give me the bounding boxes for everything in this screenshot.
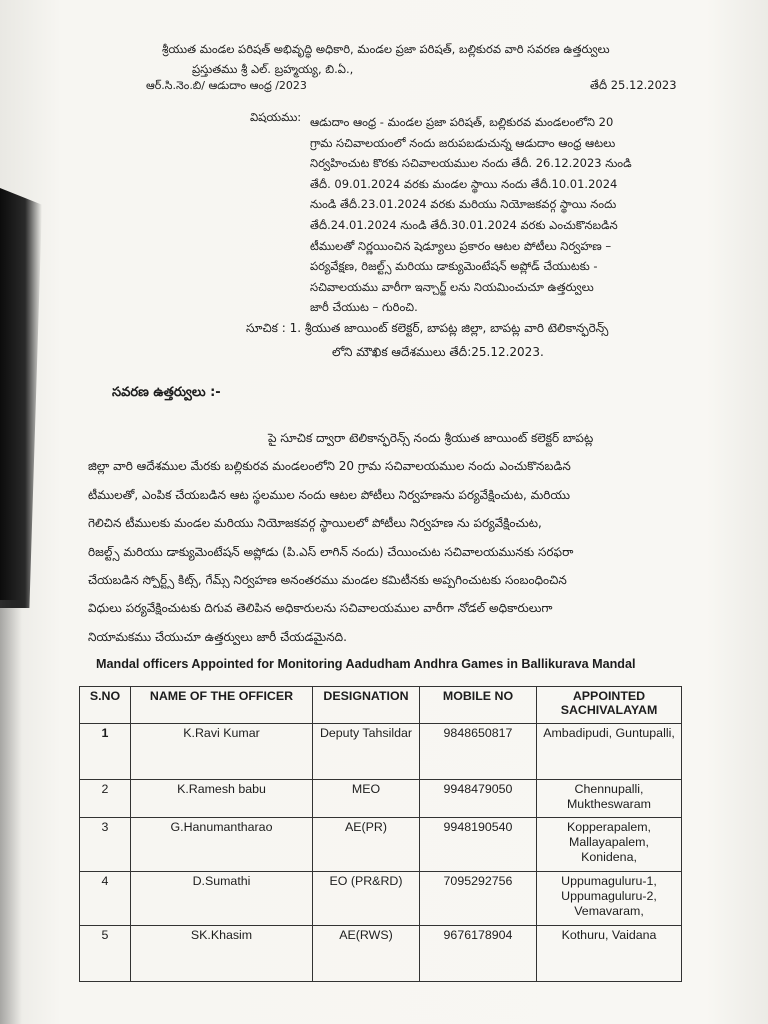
cell-sachivalayam: Uppumaguluru-1, Uppumaguluru-2, Vemavaram, [537,872,682,926]
cell-mobile: 7095292756 [420,872,537,926]
table-header-row [80,687,682,724]
table-row [80,926,682,982]
cell-sno: 4 [80,872,131,926]
header-sachivalayam: APPOINTED SACHIVALAYAM [537,687,682,724]
cell-sno: 2 [80,780,131,818]
body-line: రిజల్ట్స్ మరియు డాక్యుమెంటేషన్ అప్లోడు (పి.ఎస్ లాగిన్ నందు) చేయించుట సచివాలయమునకు సరఫరా [88,544,574,559]
header-name: NAME OF THE OFFICER [131,687,313,724]
reference-line-2: లోని మౌఖిక ఆదేశములు తేదీ:25.12.2023. [332,345,544,359]
orders-heading: సవరణ ఉత్తర్వులు :- [112,385,221,400]
subject-line: గ్రామ సచివాలయంలో నందు జరుపబడుచున్న ఆడుదాం ఆంధ్ర ఆటలు [310,135,616,150]
document-date: తేదీ 25.12.2023 [590,78,677,92]
table-row [80,724,682,780]
cell-sno: 5 [80,926,131,982]
cell-designation: MEO [313,780,420,818]
header-mobile: MOBILE NO [420,687,537,724]
officers-table [79,686,682,982]
cell-designation: Deputy Tahsildar [313,724,420,780]
cell-mobile: 9948479050 [420,780,537,818]
table-row [80,818,682,872]
cell-name: D.Sumathi [131,872,313,926]
cell-name: SK.Khasim [131,926,313,982]
cell-designation: AE(RWS) [313,926,420,982]
header-line-2: ప్రస్తుతము శ్రీ ఎల్. బ్రహ్మయ్య, బి.ఏ., [192,62,354,76]
table-row [80,780,682,818]
cell-name: K.Ravi Kumar [131,724,313,780]
subject-text [310,112,698,318]
cell-mobile: 9676178904 [420,926,537,982]
subject-line: సచివాలయము వారీగా ఇన్చార్జ్ లను నియమించుచూ ఉత్తర్వులు [310,279,594,294]
cell-designation: EO (PR&RD) [313,872,420,926]
cell-sachivalayam: Ambadipudi, Guntupalli, [537,724,682,780]
body-line: చేయబడిన స్పోర్ట్స్ కిట్స్, గేమ్స్ నిర్వహణ అనంతరము మండల కమిటీనకు అప్పగించుటకు సంబంధించిన [88,573,567,588]
subject-line: నిర్వహించుట కొరకు సచివాలయముల నందు తేదీ. 26.12.2023 నుండి [310,156,632,171]
cell-name: K.Ramesh babu [131,780,313,818]
subject-line: తేదీ.24.01.2024 నుండి తేదీ.30.01.2024 వరకు ఎంచుకొనబడిన [310,217,618,232]
subject-line: టీములతో నిర్ణయించిన షెడ్యూలు ప్రకారం ఆటల పోటీలు నిర్వహణ – [310,238,612,253]
page-shadow-edge-lower [0,600,22,1024]
header-designation: DESIGNATION [313,687,420,724]
subject-line: ఆడుదాం ఆంధ్ర - మండల ప్రజా పరిషత్, బల్లికురవ మండలంలోని 20 [310,115,614,129]
subject-label: విషయము: [250,110,302,124]
cell-sachivalayam: Kopperapalem, Mallayapalem, Konidena, [537,818,682,872]
subject-line: నుండి తేదీ.23.01.2024 వరకు మరియు నియోజకవర్గ స్థాయి నందు [310,197,617,212]
body-line: పై సూచిక ద్వారా టెలికాన్ఫరెన్స్ నందు శ్రీయుత జాయింట్ కలెక్టర్ బాపట్ల [268,431,594,445]
cell-name: G.Hanumantharao [131,818,313,872]
cell-designation: AE(PR) [313,818,420,872]
body-line: నియామకము చేయుచూ ఉత్తర్వులు జారీ చేయడమైనది. [88,629,347,644]
reference-line-1: సూచిక : 1. శ్రీయుత జాయింట్ కలెక్టర్, బాపట్ల జిల్లా, బాపట్ల వారి టెలికాన్ఫరెన్స్ [246,321,609,335]
subject-line: తేదీ. 09.01.2024 వరకు మండల స్థాయి నందు తేదీ.10.01.2024 [310,176,618,191]
table-row [80,872,682,926]
body-line: గెలిచిన టీములకు మండల మరియు నియోజకవర్గ స్థాయిలలో పోటీలు నిర్వహణ ను పర్యవేక్షించుట, [88,516,542,531]
cell-mobile: 9848650817 [420,724,537,780]
order-body [88,424,688,651]
cell-sno: 1 [80,724,131,780]
body-line: టీములతో, ఎంపిక చేయబడిన ఆట స్థలముల నందు ఆటల పోటీలు నిర్వహణను పర్యవేక్షించుట, మరియు [88,487,571,502]
subject-line: జారీ చేయుట – గురించి. [310,300,418,315]
header-sno: S.NO [80,687,131,724]
cell-sachivalayam: Kothuru, Vaidana [537,926,682,982]
reference-number: ఆర్.సి.నెం.బి/ ఆడుదాం ఆంధ్ర /2023 [146,79,307,92]
header-line-1: శ్రీయుత మండల పరిషత్ అభివృద్ధి అధికారి, మండల ప్రజా పరిషత్, బల్లికురవ వారి సవరణ ఉత్తర్వులు [162,42,610,56]
body-line: విధులు పర్యవేక్షించుటకు దిగువ తెలిపిన అధికారులను సచివాలయముల వారీగా నోడల్ అధికారులుగా [88,601,553,616]
body-line: జిల్లా వారి ఆదేశముల మేరకు బల్లికురవ మండలంలోని 20 గ్రామ సచివాలయముల నందు ఎంచుకొనబడిన [88,459,571,474]
cell-sno: 3 [80,818,131,872]
cell-mobile: 9948190540 [420,818,537,872]
cell-sachivalayam: Chennupalli, Muktheswaram [537,780,682,818]
table-title: Mandal officers Appointed for Monitoring Aadudham Andhra Games in Ballikurava Mandal [96,657,636,671]
subject-line: పర్యవేక్షణ, రిజల్ట్స్ మరియు డాక్యుమెంటేషన్ అప్లోడ్ చేయుటకు - [310,259,598,274]
